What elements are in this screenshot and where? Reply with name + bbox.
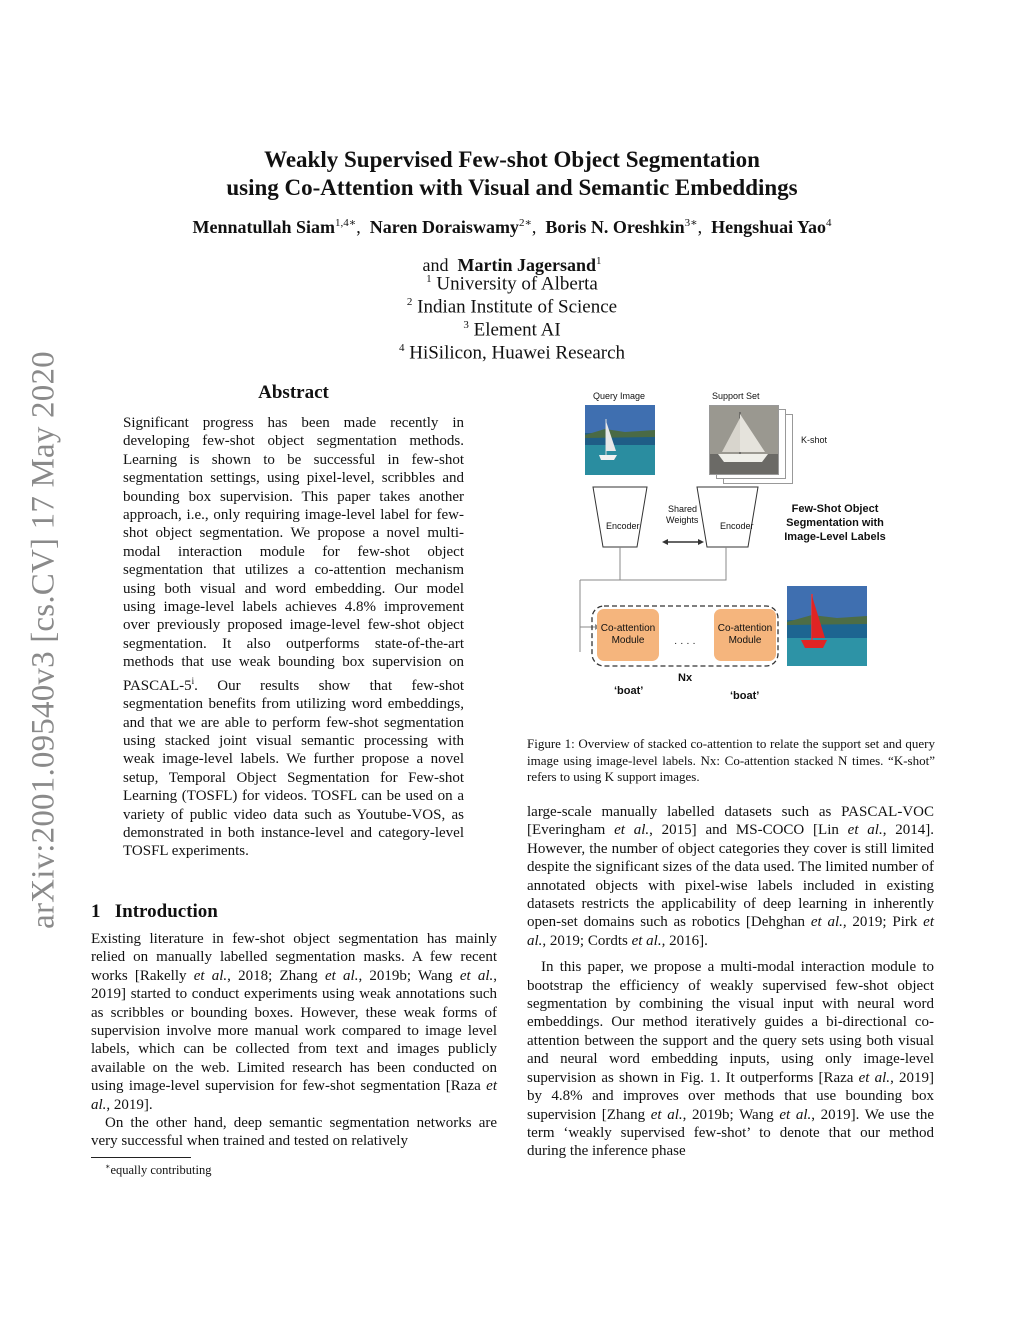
- author-and: and: [422, 255, 449, 275]
- module-label-1: Co-attention: [717, 623, 773, 634]
- intro-heading: [91, 901, 218, 923]
- footnote-mark: ∗: [105, 1162, 111, 1171]
- author-affil-mark: 1,4∗: [335, 217, 357, 229]
- affil-name: HiSilicon, Huawei Research: [409, 342, 626, 364]
- citation-etal: et al.: [847, 822, 883, 839]
- encoder-right-label: Encoder: [720, 521, 754, 531]
- module-label-2: Module: [611, 635, 645, 646]
- citation-etal: et al.: [193, 967, 228, 984]
- affil-num: 4: [398, 342, 405, 354]
- co-attention-module-left: [597, 609, 659, 661]
- citation-etal: et al.: [779, 1106, 812, 1123]
- citation-etal: et al.: [631, 932, 662, 949]
- affil-name: Element AI: [473, 319, 561, 341]
- intro-paragraph-2: On the other hand, deep semantic segmentation networks are very successful when trained and tested on relatively: [91, 1115, 497, 1150]
- abstract-text-part: . Our results show that few-shot segmentation benefits from utilizing word embeddings, and that we are able to perform few-shot segmentation using stacked joint visual semantic processing with weak image-level labels. We further propose a novel setup, Temporal Object Segmentation for Few-shot Learning (TOSFL) for videos. TOSFL can be used on a variety of public video data such as Youtube-VOS, as demonstrated in both instance-level and category-level TOSFL experiments.: [123, 677, 464, 860]
- citation-etal: et al.: [527, 914, 934, 949]
- citation-etal: et al.: [858, 1069, 891, 1086]
- section-number: 1: [91, 901, 101, 922]
- footnote-text: equally contributing: [110, 1163, 212, 1178]
- abstract-text: [123, 414, 464, 861]
- nx-label: Nx: [678, 672, 693, 684]
- right-paragraph-1: large-scale manually labelled datasets such as PASCAL-VOC [Everingham et al., 2015] and MS-COCO [Lin et al., 2014]. However, the number of object categories they cover is still limited despite the significant sizes of the data used. The limited number of annotated objects with pixel-wise labels included in existing datasets restricts the applicability of deep learning in inherently open-set domains such as robotics [Dehghan et al., 2019; Pirk et al., 2019; Cordts et al., 2016].: [527, 804, 935, 949]
- output-segmentation-image: [787, 586, 867, 666]
- footnote: [105, 1162, 211, 1178]
- right-paragraph-2: In this paper, we propose a multi-modal interaction module to bootstrap the efficiency of weakly supervised few-shot object segmentation by combining the visual input with neural word embeddings. Our method iteratively guides a bi-directional co-attention between the support and the query sets using both visual and neural word embedding inputs, using only image-level supervision as shown in Fig. 1. It outperforms [Raza et al., 2019] by 4.8% and improves over methods that use bounding box supervision [Zhang et al., 2019b; Wang et al., 2019]. We use the term ‘weakly supervised few-shot’ to denote that our method during the inference phase: [527, 959, 934, 1160]
- section-title: Introduction: [114, 901, 218, 922]
- intro-paragraph-1: Existing literature in few-shot object segmentation has mainly relied on manually labelled segmentation masks. A few recent works [Rakelly et al., 2018; Zhang et al., 2019b; Wang et al., 2019] started to conduct experiments using weak annotations such as scribbles or bounding boxes. However, these weak forms of supervision involve more manual work compared to image level labels, which can be collected from text and images publicly available on the web. Limited research has been conducted on using image-level supervision for few-shot segmentation [Raza et al., 2019].: [91, 931, 498, 1113]
- author-name: Martin Jagersand: [457, 255, 596, 275]
- affiliation-4: [300, 337, 724, 364]
- affil-num: 3: [463, 319, 469, 331]
- arxiv-id: arXiv:2001.09540v3 [cs.CV] 17 May 2020: [25, 351, 62, 929]
- figure-caption: Figure 1: Overview of stacked co-attention to relate the support set and query image using image-level labels. Nx: Co-attention stacked N times. “K-shot” refers to using K support images.: [527, 736, 935, 784]
- citation-etal: et al.: [614, 822, 650, 839]
- paper-title: [120, 146, 904, 202]
- encoder-left-shape: [593, 487, 647, 547]
- encoder-right-shape: [697, 487, 758, 547]
- module-label-2: Module: [728, 635, 762, 646]
- citation-etal: et al.: [810, 914, 843, 931]
- co-attention-module-right: [714, 609, 776, 661]
- side-title-line: Few-Shot Object: [791, 503, 879, 515]
- author-name: Naren Doraiswamy: [369, 217, 519, 237]
- title-line-1: Weakly Supervised Few-shot Object Segmentation: [264, 147, 760, 172]
- abstract-superscript: i: [191, 675, 195, 686]
- author-name: Mennatullah Siam: [192, 217, 336, 237]
- boat-label-right: ‘boat’: [730, 690, 760, 702]
- side-title-line: Segmentation with: [786, 517, 884, 529]
- affil-name: Indian Institute of Science: [417, 296, 618, 318]
- query-image-label: Query Image: [593, 391, 646, 401]
- author-affil-mark: 2∗: [518, 217, 532, 229]
- right-column-text: [527, 803, 934, 1161]
- affil-name: University of Alberta: [436, 273, 598, 295]
- stack-dots: · · · ·: [674, 638, 696, 649]
- figure-side-title: [770, 502, 900, 544]
- citation-etal: et al.: [459, 967, 494, 984]
- title-line-2: using Co-Attention with Visual and Semantic Embeddings: [226, 175, 798, 200]
- abstract-heading: Abstract: [258, 382, 329, 403]
- abstract-text-part: Significant progress has been made recently in developing few-shot object segmentation methods. Learning is shown to be successful in few-shot segmentation settings, using pixel-level, scribbles and bounding box supervision. This paper takes another approach, i.e., only requiring image-level label for few-shot object segmentation. We propose a novel multi-modal interaction module for few-shot object segmentation that utilizes a co-attention mechanism using both visual and word embedding. Our model using image-level labels achieves 4.8% improvement over previously proposed image-level few-shot object segmentation. It also outperforms state-of-the-art methods that use weak bounding box supervision on PASCAL-5: [123, 415, 464, 694]
- author-line-1: Mennatullah Siam$^{1,4∗}$, Naren Doraiswamy$^{2∗}$, Boris N. Oreshkin$^{3∗}$, Hengshuai Yao$^4$: [192, 217, 832, 237]
- shared-weights-label-1: Shared: [668, 504, 698, 514]
- module-label-1: Co-attention: [600, 623, 656, 634]
- figure-diagram: [520, 380, 940, 720]
- citation-etal: et al.: [650, 1106, 683, 1123]
- citation-etal: et al.: [325, 967, 359, 984]
- affil-num: 1: [426, 273, 432, 285]
- side-title-line: Image-Level Labels: [784, 531, 886, 543]
- shared-weights-label-2: Weights: [666, 515, 699, 525]
- author-name: Hengshuai Yao: [711, 217, 826, 237]
- support-set-label: Support Set: [712, 391, 760, 401]
- author-name: Boris N. Oreshkin: [545, 217, 685, 237]
- encoder-left-label: Encoder: [606, 521, 640, 531]
- author-affil-mark: 3∗: [684, 217, 698, 229]
- encoder-connector: [620, 547, 726, 580]
- affil-num: 2: [406, 296, 413, 308]
- author-affil-mark: 4: [825, 217, 832, 229]
- intro-text: [91, 930, 497, 1151]
- footnote-rule: [91, 1157, 191, 1158]
- boat-label-left: ‘boat’: [614, 685, 644, 697]
- citation-etal: et al.: [91, 1078, 497, 1113]
- figure-1: [520, 380, 940, 784]
- k-shot-label: K-shot: [801, 435, 828, 445]
- author-affil-mark: 1: [596, 255, 602, 267]
